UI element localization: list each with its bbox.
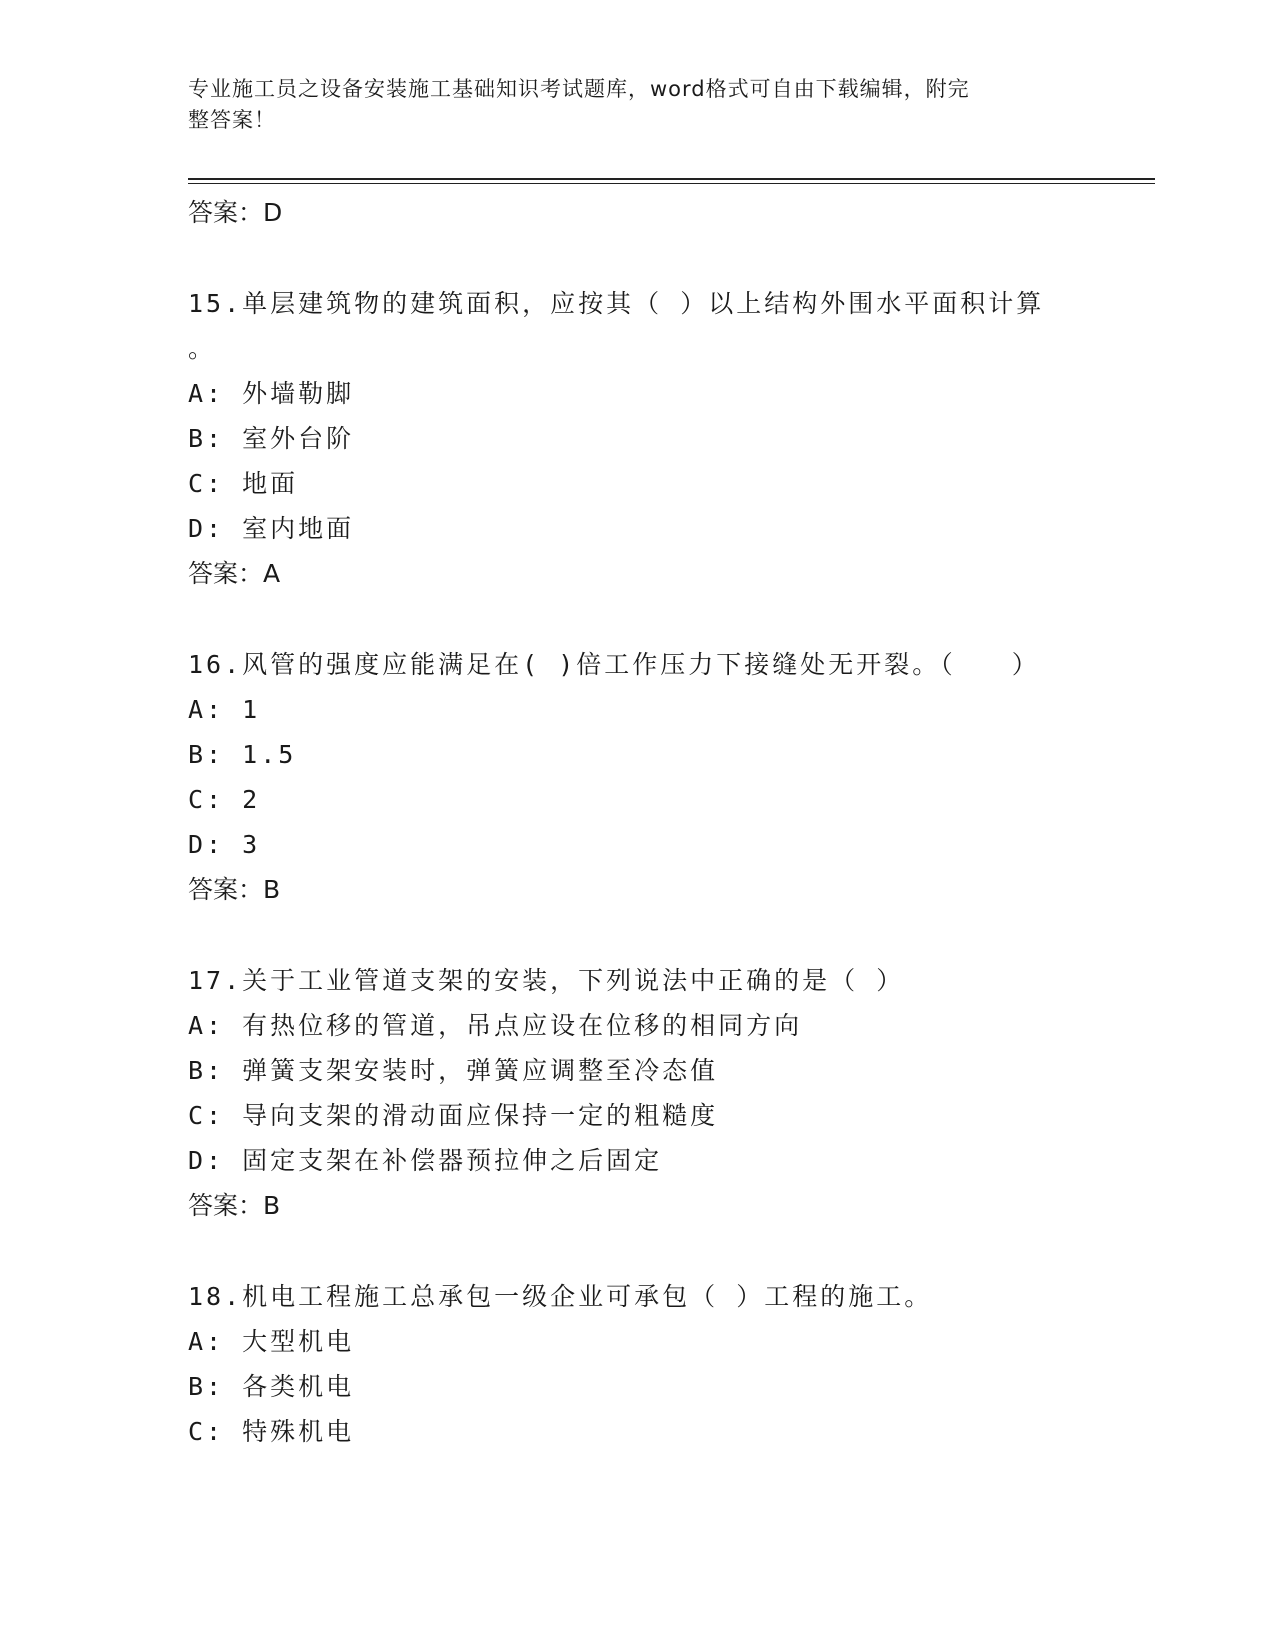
question-stem: 16.风管的强度应能满足在( )倍工作压力下接缝处无开裂。（ ） — [188, 650, 1040, 679]
header-divider-thin — [188, 183, 1155, 184]
option-d: D: 固定支架在补偿器预拉伸之后固定 — [188, 1146, 663, 1175]
option-c: C: 特殊机电 — [188, 1417, 355, 1446]
question-stem: 17.关于工业管道支架的安装，下列说法中正确的是（ ） — [188, 966, 905, 995]
question-stem: 18.机电工程施工总承包一级企业可承包（ ）工程的施工。 — [188, 1282, 933, 1311]
document-header — [188, 74, 1088, 136]
spacer — [188, 596, 1088, 642]
header-divider-thick — [188, 178, 1155, 180]
question-item — [188, 642, 1088, 912]
option-a: A: 外墙勒脚 — [188, 379, 355, 408]
option-a: A: 大型机电 — [188, 1327, 355, 1356]
answer-line: 答案：A — [188, 559, 281, 588]
answer-line: 答案：D — [188, 198, 283, 227]
option-a: A: 1 — [188, 695, 261, 724]
option-c: C: 导向支架的滑动面应保持一定的粗糙度 — [188, 1101, 719, 1130]
question-item — [188, 1274, 1088, 1454]
spacer — [188, 1228, 1088, 1274]
question-item — [188, 281, 1088, 596]
option-b: B: 室外台阶 — [188, 424, 355, 453]
question-item — [188, 958, 1088, 1228]
option-c: C: 2 — [188, 785, 261, 814]
header-line-2: 整答案！ — [188, 108, 276, 132]
question-stem: 15.单层建筑物的建筑面积，应按其（ ）以上结构外围水平面积计算 — [188, 289, 1045, 318]
answer-line: 答案：B — [188, 1191, 281, 1220]
option-b: B: 弹簧支架安装时，弹簧应调整至冷态值 — [188, 1056, 719, 1085]
option-d: D: 室内地面 — [188, 514, 355, 543]
option-a: A: 有热位移的管道，吊点应设在位移的相同方向 — [188, 1011, 803, 1040]
option-d: D: 3 — [188, 830, 261, 859]
option-b: B: 1.5 — [188, 740, 297, 769]
spacer — [188, 235, 1088, 281]
header-line-1: 专业施工员之设备安装施工基础知识考试题库，word格式可自由下载编辑，附完 — [188, 77, 970, 101]
question-stem-continued: 。 — [188, 334, 217, 363]
option-b: B: 各类机电 — [188, 1372, 355, 1401]
option-c: C: 地面 — [188, 469, 299, 498]
question-list — [188, 190, 1088, 1454]
spacer — [188, 912, 1088, 958]
answer-line: 答案：B — [188, 875, 281, 904]
